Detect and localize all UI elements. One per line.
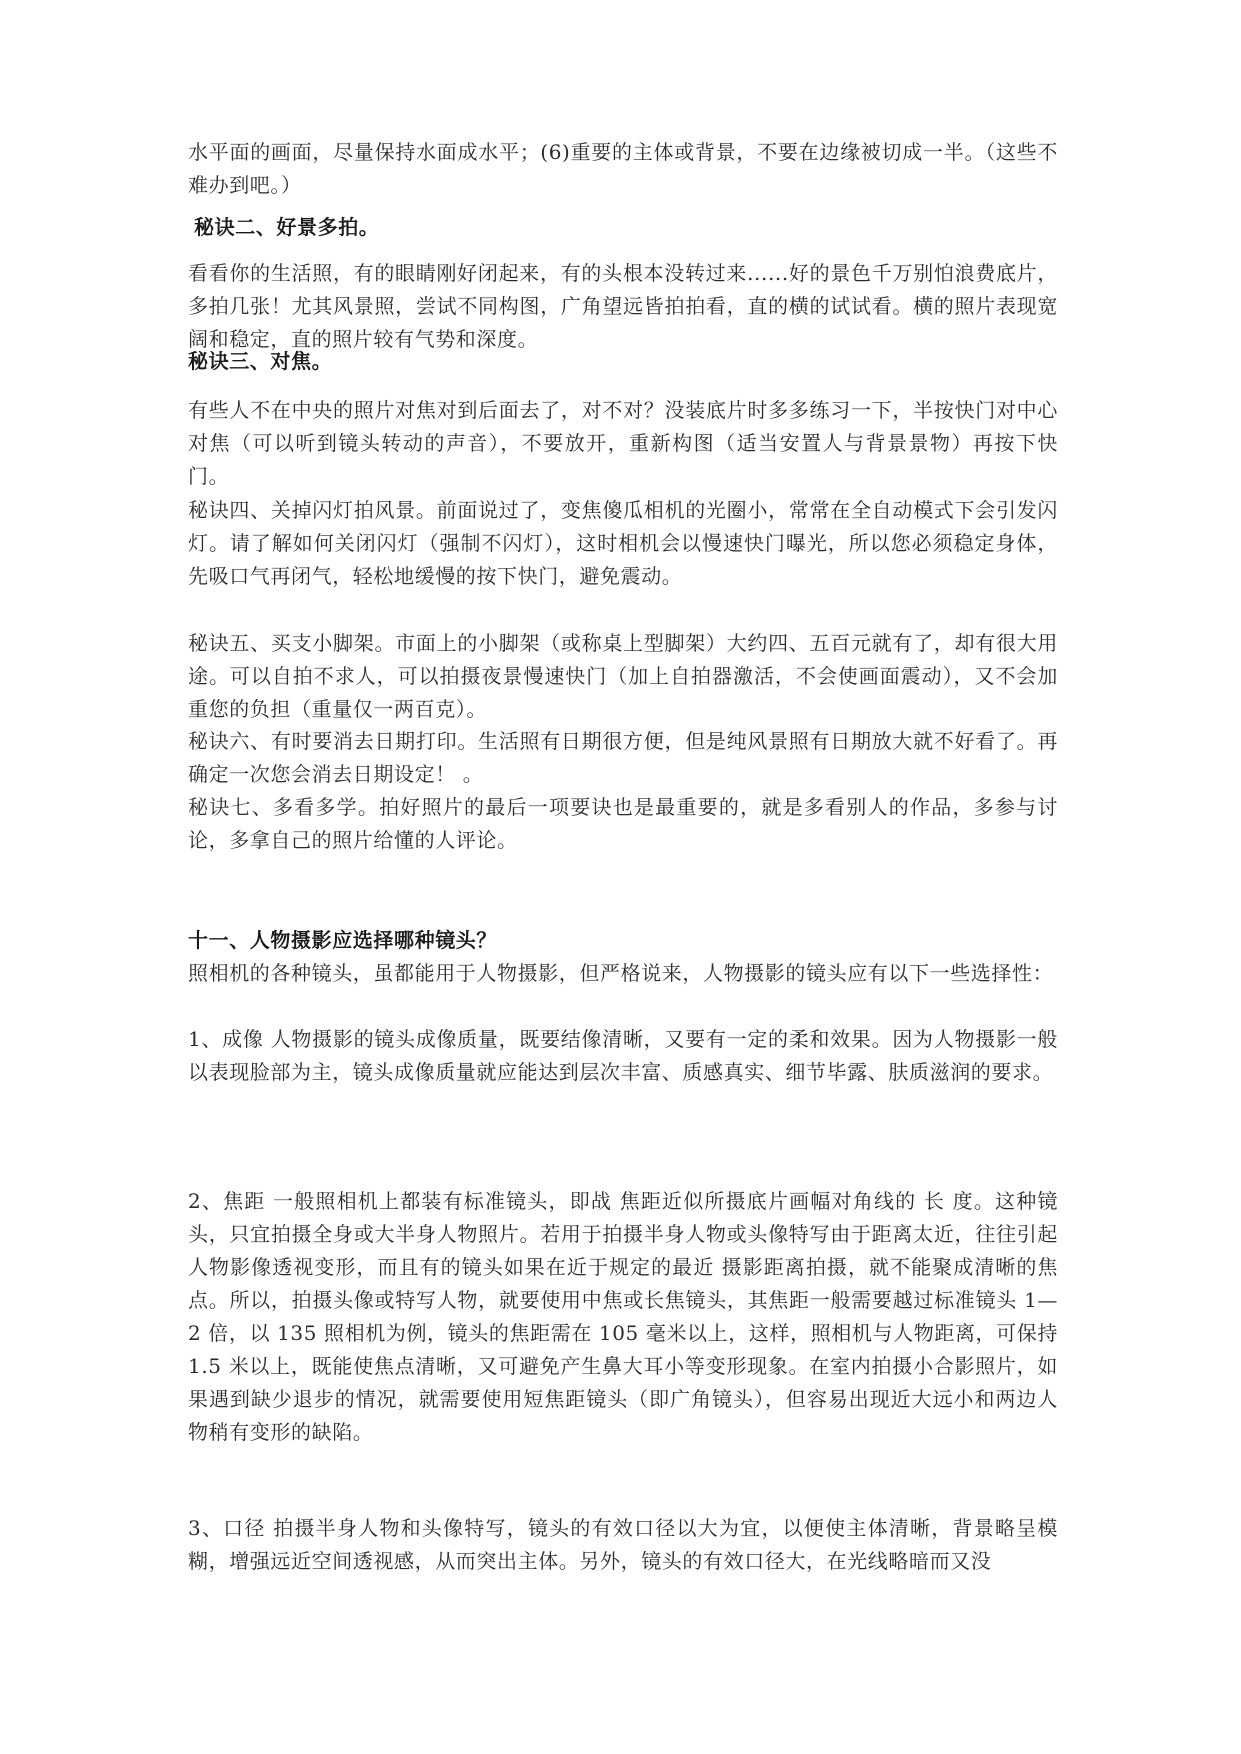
paragraph-imaging: 1、成像 人物摄影的镜头成像质量，既要结像清晰，又要有一定的柔和效果。因为人物摄影一般以表现脸部为主，镜头成像质量就应能达到层次丰富、质感真实、细节毕露、肤质滋润的要求。: [188, 1027, 1058, 1084]
paragraph-secret-six: 秘诀六、有时要消去日期打印。生活照有日期很方便，但是纯风景照有日期放大就不好看了。再确定一次您会消去日期设定！ 。: [188, 729, 1058, 786]
paragraph-secret-four: 秘诀四、关掉闪灯拍风景。前面说过了，变焦傻瓜相机的光圈小，常常在全自动模式下会引发闪灯。请了解如何关闭闪灯（强制不闪灯），这时相机会以慢速快门曝光，所以您必须稳定身体，先吸口气再闭气，轻松地缓慢的按下快门，避免震动。: [188, 498, 1058, 588]
heading-secret-three: 秘诀三、对焦。: [188, 349, 333, 373]
paragraph-lens-intro: 照相机的各种镜头，虽都能用于人物摄影，但严格说来，人物摄影的镜头应有以下一些选择性：: [188, 961, 1054, 985]
paragraph-secret-five: 秘诀五、买支小脚架。市面上的小脚架（或称桌上型脚架）大约四、五百元就有了，却有很大用途。可以自拍不求人，可以拍摄夜景慢速快门（加上自拍器激活，不会使画面震动），又不会加重您的负担（重量仅一两百克）。: [188, 631, 1058, 721]
heading-section-eleven: 十一、人物摄影应选择哪种镜头？: [188, 928, 497, 952]
paragraph-secret-three: 有些人不在中央的照片对焦对到后面去了，对不对？没装底片时多多练习一下，半按快门对中心对焦（可以听到镜头转动的声音），不要放开，重新构图（适当安置人与背景景物）再按下快门。: [188, 398, 1058, 488]
paragraph-secret-two: 看看你的生活照，有的眼睛刚好闭起来，有的头根本没转过来......好的景色千万别怕浪费底片，多拍几张！尤其风景照，尝试不同构图，广角望远皆拍拍看，直的横的试试看。横的照片表现宽阔和稳定，直的照片较有气势和深度。: [188, 261, 1058, 351]
paragraph-aperture: 3、口径 拍摄半身人物和头像特写，镜头的有效口径以大为宜，以便使主体清晰，背景略呈模糊，增强远近空间透视感，从而突出主体。另外，镜头的有效口径大，在光线略暗而又没: [188, 1516, 1058, 1573]
paragraph-continuation: 水平面的画面，尽量保持水面成水平；(6)重要的主体或背景，不要在边缘被切成一半。（这些不难办到吧。）: [188, 140, 1058, 197]
heading-secret-two: 秘诀二、好景多拍。: [194, 215, 380, 239]
paragraph-focal-length: 2、焦距 一般照相机上都装有标准镜头，即战 焦距近似所摄底片画幅对角线的 长 度。这种镜头，只宜拍摄全身或大半身人物照片。若用于拍摄半身人物或头像特写由于距离太近，往往引起人物影像透视变形，而且有的镜头如果在近于规定的最近 摄影距离拍摄，就不能聚成清晰的焦点。所以，拍摄头像或特写人物，就要使用中焦或长焦镜头，其焦距一般需要越过标准镜头 1—2 倍，以 135 照相机为例，镜头的焦距需在 105 毫米以上，这样，照相机与人物距离，可保持 1.5 米以上，既能使焦点清晰，又可避免产生鼻大耳小等变形现象。在室内拍摄小合影照片，如果遇到缺少退步的情况，就需要使用短焦距镜头（即广角镜头），但容易出现近大远小和两边人物稍有变形的缺陷。: [188, 1189, 1058, 1444]
paragraph-secret-seven: 秘诀七、多看多学。拍好照片的最后一项要诀也是最重要的，就是多看别人的作品，多参与讨论，多拿自己的照片给懂的人评论。: [188, 795, 1058, 852]
